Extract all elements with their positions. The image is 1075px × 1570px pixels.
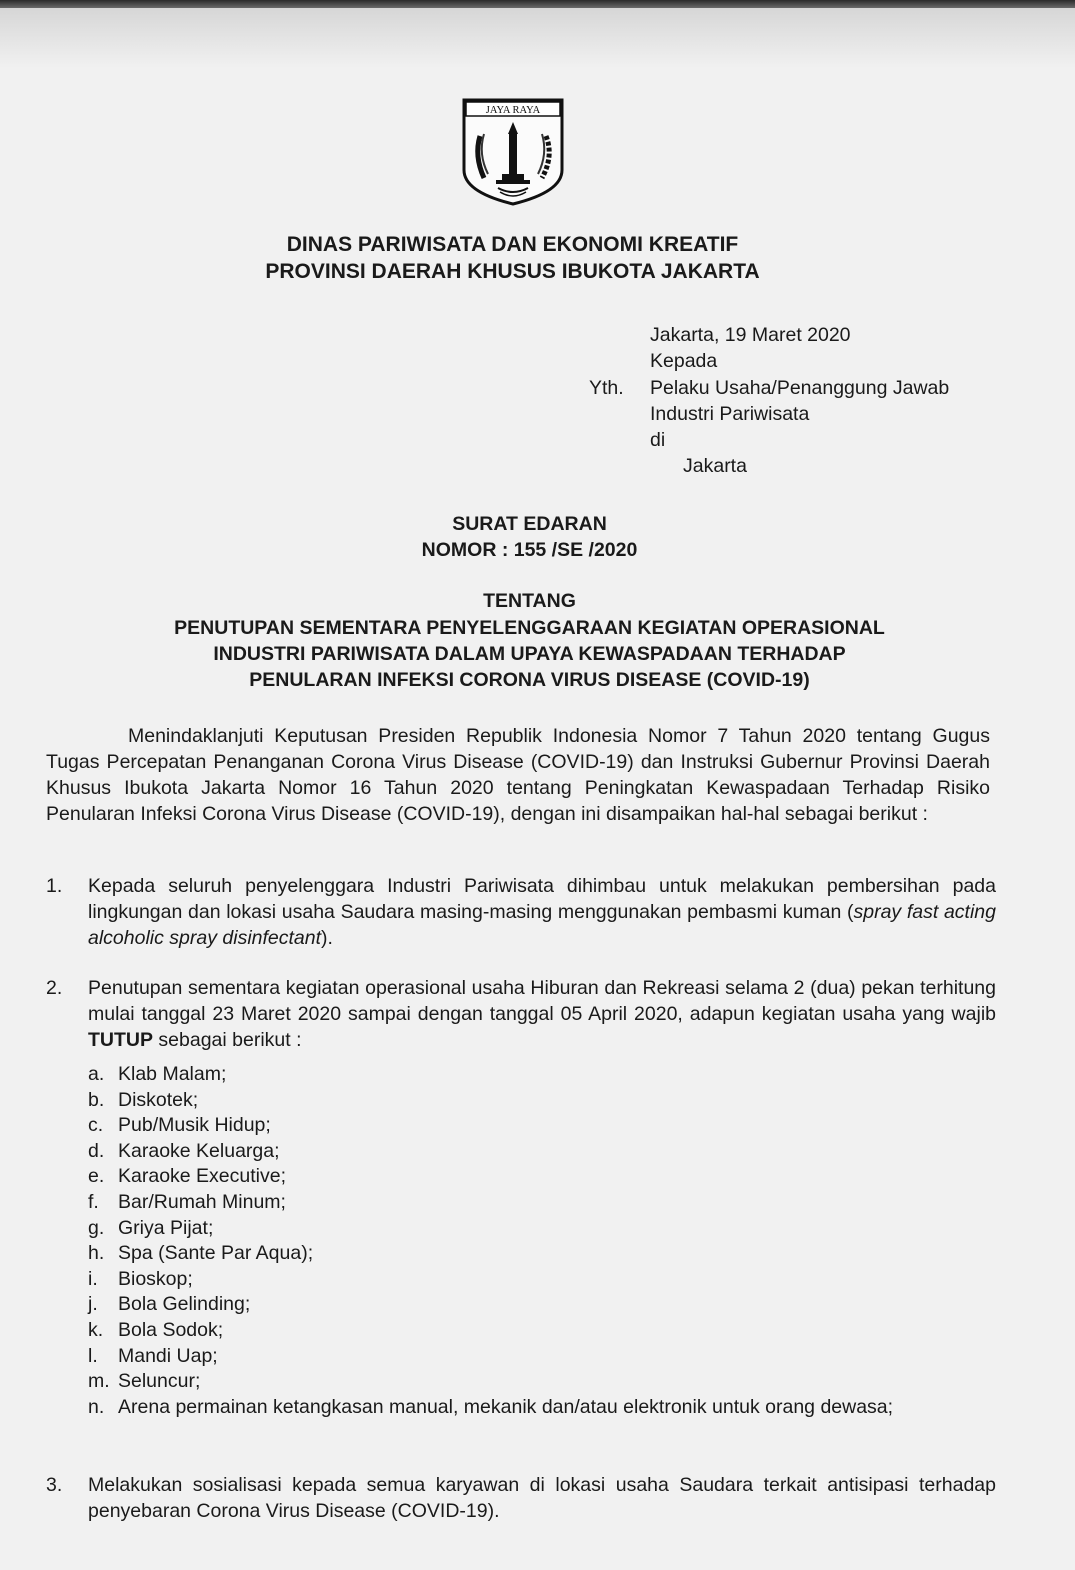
letter-tentang: TENTANG	[483, 590, 576, 612]
list-item	[88, 1344, 996, 1370]
list-item-text: Bar/Rumah Minum;	[118, 1190, 286, 1213]
list-item-letter: b.	[88, 1088, 105, 1111]
list-item-text: Spa (Sante Par Aqua);	[118, 1242, 314, 1265]
list-item	[88, 1292, 996, 1318]
list-item	[88, 1369, 996, 1395]
list-item	[88, 1164, 996, 1190]
list-item-letter: a.	[88, 1063, 105, 1085]
list-item	[88, 1267, 996, 1293]
point-2-bold: TUTUP	[88, 1029, 153, 1051]
list-item-letter: i.	[88, 1267, 98, 1290]
point-2-number: 2.	[46, 977, 63, 999]
list-item	[88, 1190, 996, 1216]
addressee-di: di	[650, 429, 666, 451]
agency-province: PROVINSI DAERAH KHUSUS IBUKOTA JAKARTA	[265, 260, 760, 283]
list-item-text: Klab Malam;	[118, 1063, 227, 1085]
closed-business-list	[88, 1062, 996, 1420]
point-2-text: Penutupan sementara kegiatan operasional usaha Hiburan dan Rekreasi selama 2 (dua) pekan terhitung mulai tanggal 23 Maret 2020 sampai dengan tanggal 05 April 2020, adapun kegiatan usaha yang wajib	[88, 977, 996, 1025]
point-3-number: 3.	[46, 1474, 63, 1496]
list-item-letter: h.	[88, 1242, 105, 1265]
list-item-text: Karaoke Executive;	[118, 1165, 287, 1188]
letter-subject-line-1: PENUTUPAN SEMENTARA PENYELENGGARAAN KEGIATAN OPERASIONAL	[174, 617, 885, 639]
emblem-motto: JAYA RAYA	[485, 105, 541, 116]
point-2	[46, 975, 996, 1053]
addressee-yth: Yth.	[589, 377, 624, 399]
list-item	[88, 1395, 996, 1421]
list-item-text: Karaoke Keluarga;	[118, 1139, 280, 1162]
list-item	[88, 1113, 996, 1139]
list-item	[88, 1241, 996, 1267]
list-item	[88, 1216, 996, 1242]
list-item-letter: j.	[88, 1293, 98, 1316]
addressee-recipient-2: Industri Pariwisata	[650, 403, 810, 425]
point-1-text: Kepada seluruh penyelenggara Industri Pariwisata dihimbau untuk melakukan pembersihan pada lingkungan dan lokasi usaha Saudara masing-masing menggunakan pembasmi kuman (	[88, 875, 996, 923]
list-item-letter: n.	[88, 1395, 105, 1418]
list-item-text: Arena permainan ketangkasan manual, mekanik dan/atau elektronik untuk orang dewasa;	[118, 1395, 894, 1418]
point-2-end: sebagai berikut :	[153, 1029, 302, 1051]
list-item-letter: f.	[88, 1190, 99, 1213]
list-item	[88, 1088, 996, 1114]
point-1	[46, 873, 996, 951]
addressee-kepada: Kepada	[650, 350, 718, 372]
jakarta-emblem-icon	[458, 96, 568, 208]
letter-number: NOMOR : 155 /SE /2020	[421, 539, 638, 561]
letter-date: Jakarta, 19 Maret 2020	[650, 324, 851, 346]
list-item-letter: g.	[88, 1216, 105, 1239]
list-item-letter: c.	[88, 1114, 104, 1137]
point-3	[46, 1472, 996, 1524]
list-item-text: Bioskop;	[118, 1267, 193, 1290]
agency-name: DINAS PARIWISATA DAN EKONOMI KREATIF	[286, 233, 739, 256]
list-item	[88, 1139, 996, 1165]
addressee-city: Jakarta	[683, 455, 747, 477]
list-item-text: Mandi Uap;	[118, 1344, 218, 1367]
letter-subject-line-2: INDUSTRI PARIWISATA DALAM UPAYA KEWASPADAAN TERHADAP	[213, 643, 846, 665]
point-1-end: ).	[321, 927, 333, 949]
list-item-text: Bola Sodok;	[118, 1318, 224, 1341]
point-1-number: 1.	[46, 875, 63, 897]
list-item-text: Bola Gelinding;	[118, 1293, 251, 1316]
point-2-body	[88, 975, 996, 1053]
letter-title: SURAT EDARAN	[452, 513, 607, 535]
list-item-letter: d.	[88, 1139, 105, 1162]
addressee-recipient: Pelaku Usaha/Penanggung Jawab	[650, 377, 950, 399]
list-item-letter: l.	[88, 1344, 98, 1367]
list-item	[88, 1062, 996, 1088]
list-item-text: Griya Pijat;	[118, 1216, 214, 1239]
point-1-italic: spray fast acting alcoholic spray disinfectant	[88, 901, 996, 949]
list-item-letter: k.	[88, 1318, 104, 1341]
list-item-text: Seluncur;	[118, 1370, 201, 1393]
intro-paragraph: Menindaklanjuti Keputusan Presiden Republik Indonesia Nomor 7 Tahun 2020 tentang Gugus Tugas Percepatan Penanganan Corona Virus Disease (COVID-19) dan Instruksi Gubernur Provinsi Daerah Khusus Ibukota Jakarta Nomor 16 Tahun 2020 tentang Peningkatan Kewaspadaan Terhadap Risiko Penularan Infeksi Corona Virus Disease (COVID-19), dengan ini disampaikan hal-hal sebagai berikut :	[46, 725, 990, 825]
list-item-letter: e.	[88, 1165, 105, 1188]
point-1-body	[88, 873, 996, 951]
letter-subject-line-3: PENULARAN INFEKSI CORONA VIRUS DISEASE (COVID-19)	[249, 669, 810, 691]
list-item-text: Diskotek;	[118, 1088, 199, 1111]
list-item-text: Pub/Musik Hidup;	[118, 1114, 271, 1137]
list-item-letter: m.	[88, 1370, 110, 1393]
list-item	[88, 1318, 996, 1344]
point-3-body: Melakukan sosialisasi kepada semua karyawan di lokasi usaha Saudara terkait antisipasi terhadap penyebaran Corona Virus Disease (COVID-19).	[88, 1474, 996, 1522]
